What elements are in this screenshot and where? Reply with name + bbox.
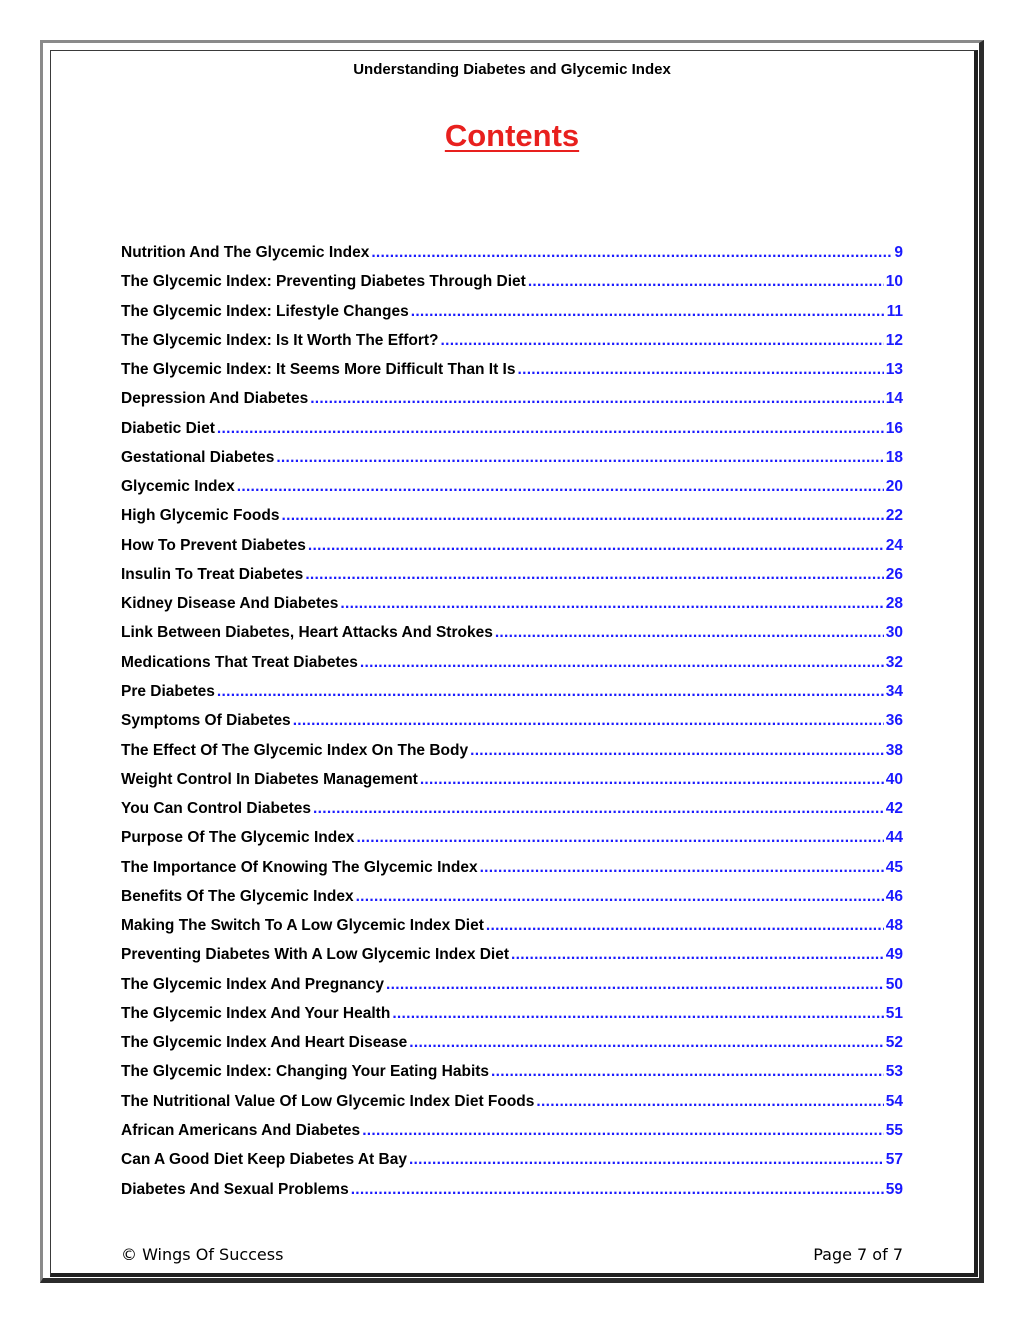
toc-entry[interactable]	[121, 712, 903, 741]
toc-dot-leader	[386, 976, 884, 994]
toc-entry[interactable]	[121, 478, 903, 507]
toc-entry-page-number[interactable]: 51	[885, 1004, 903, 1022]
toc-entry-page-number[interactable]: 14	[885, 390, 903, 408]
toc-entry-page-number[interactable]: 24	[885, 536, 903, 554]
toc-dot-leader	[340, 595, 883, 613]
toc-dot-leader	[356, 888, 884, 906]
toc-dot-leader	[308, 537, 884, 555]
toc-dot-leader	[536, 1093, 883, 1111]
toc-dot-leader	[293, 712, 884, 730]
toc-entry[interactable]	[121, 917, 903, 946]
toc-entry-title[interactable]: The Glycemic Index: Preventing Diabetes Through Diet	[121, 273, 526, 291]
toc-entry[interactable]	[121, 1181, 903, 1210]
toc-entry-page-number[interactable]: 40	[885, 770, 903, 788]
toc-entry-title[interactable]: The Effect Of The Glycemic Index On The Body	[121, 741, 469, 759]
toc-entry[interactable]	[121, 946, 903, 975]
toc-dot-leader	[411, 303, 885, 321]
toc-entry-page-number[interactable]: 44	[885, 829, 903, 847]
toc-entry[interactable]	[121, 800, 903, 829]
toc-entry-title[interactable]: The Nutritional Value Of Low Glycemic Index Diet Foods	[121, 1092, 535, 1110]
toc-entry-page-number[interactable]: 20	[885, 478, 903, 496]
toc-entry-title[interactable]: You Can Control Diabetes	[121, 800, 312, 818]
toc-entry[interactable]	[121, 361, 903, 390]
toc-entry[interactable]	[121, 742, 903, 771]
toc-entry-page-number[interactable]: 32	[885, 653, 903, 671]
toc-entry-title[interactable]: Can A Good Diet Keep Diabetes At Bay	[121, 1151, 407, 1169]
toc-entry-page-number[interactable]: 16	[885, 419, 903, 437]
footer-page-indicator: Page 7 of 7	[813, 1245, 903, 1264]
toc-dot-leader	[409, 1034, 883, 1052]
toc-entry-page-number[interactable]: 34	[885, 682, 903, 700]
toc-entry-page-number[interactable]: 53	[885, 1063, 903, 1081]
toc-entry[interactable]	[121, 683, 903, 712]
toc-dot-leader	[420, 771, 884, 789]
toc-dot-leader	[237, 478, 884, 496]
toc-entry-page-number[interactable]: 45	[885, 858, 903, 876]
toc-entry-title[interactable]: Kidney Disease And Diabetes	[121, 595, 339, 613]
toc-dot-leader	[217, 683, 884, 701]
toc-entry-title[interactable]: Purpose Of The Glycemic Index	[121, 829, 355, 847]
toc-dot-leader	[491, 1063, 884, 1081]
toc-dot-leader	[362, 1122, 884, 1140]
toc-entry-title[interactable]: Glycemic Index	[121, 478, 235, 496]
toc-entry-title[interactable]: Weight Control In Diabetes Management	[121, 770, 418, 788]
toc-entry[interactable]	[121, 595, 903, 624]
toc-entry-title[interactable]: Medications That Treat Diabetes	[121, 653, 358, 671]
toc-entry-page-number[interactable]: 22	[885, 507, 903, 525]
toc-entry-page-number[interactable]: 10	[885, 273, 903, 291]
toc-dot-leader	[528, 273, 884, 291]
table-of-contents	[121, 244, 903, 1210]
toc-entry-title[interactable]: The Glycemic Index: Is It Worth The Effort?	[121, 331, 439, 349]
toc-dot-leader	[470, 742, 884, 760]
toc-entry-page-number[interactable]: 12	[885, 331, 903, 349]
toc-dot-leader	[217, 420, 884, 438]
toc-entry[interactable]	[121, 771, 903, 800]
toc-entry-page-number[interactable]: 57	[885, 1151, 903, 1169]
toc-entry[interactable]	[121, 1151, 903, 1180]
toc-entry-title[interactable]: The Glycemic Index And Heart Disease	[121, 1034, 408, 1052]
toc-entry-title[interactable]: Preventing Diabetes With A Low Glycemic Index Diet	[121, 946, 510, 964]
toc-entry[interactable]	[121, 1122, 903, 1151]
toc-entry-page-number[interactable]: 46	[885, 887, 903, 905]
toc-entry-page-number[interactable]: 55	[885, 1121, 903, 1139]
toc-entry-title[interactable]: High Glycemic Foods	[121, 507, 280, 525]
toc-entry-title[interactable]: Nutrition And The Glycemic Index	[121, 244, 370, 261]
toc-entry[interactable]	[121, 449, 903, 478]
toc-entry[interactable]	[121, 888, 903, 917]
toc-dot-leader	[480, 859, 884, 877]
toc-entry[interactable]	[121, 303, 903, 332]
toc-dot-leader	[511, 946, 884, 964]
toc-dot-leader	[281, 507, 883, 525]
toc-entry-page-number[interactable]: 42	[885, 800, 903, 818]
toc-entry-title[interactable]: The Glycemic Index: Changing Your Eating Habits	[121, 1063, 490, 1081]
toc-entry-page-number[interactable]: 30	[885, 624, 903, 642]
toc-entry-page-number[interactable]: 13	[885, 361, 903, 379]
toc-dot-leader	[495, 624, 884, 642]
toc-entry-title[interactable]: Link Between Diabetes, Heart Attacks And Strokes	[121, 624, 493, 642]
toc-entry-title[interactable]: Gestational Diabetes	[121, 448, 275, 466]
toc-dot-leader	[313, 800, 884, 818]
toc-entry-title[interactable]: Diabetes And Sexual Problems	[121, 1180, 349, 1198]
toc-entry-title[interactable]: Insulin To Treat Diabetes	[121, 565, 304, 583]
toc-entry[interactable]	[121, 654, 903, 683]
toc-entry-page-number[interactable]: 52	[885, 1034, 903, 1052]
toc-entry-page-number[interactable]: 26	[885, 565, 903, 583]
toc-dot-leader	[310, 390, 884, 408]
toc-entry-title[interactable]: The Importance Of Knowing The Glycemic Index	[121, 858, 478, 876]
toc-entry-page-number[interactable]: 18	[885, 448, 903, 466]
toc-entry-title[interactable]: The Glycemic Index: It Seems More Difficult Than It Is	[121, 361, 516, 379]
toc-entry-page-number[interactable]: 28	[885, 595, 903, 613]
toc-entry[interactable]	[121, 537, 903, 566]
toc-dot-leader	[486, 917, 884, 935]
toc-entry-title[interactable]: Making The Switch To A Low Glycemic Index Diet	[121, 917, 484, 935]
toc-dot-leader	[517, 361, 883, 379]
toc-entry[interactable]	[121, 420, 903, 449]
toc-entry-title[interactable]: The Glycemic Index And Your Health	[121, 1004, 391, 1022]
footer-copyright: © Wings Of Success	[121, 1245, 284, 1264]
toc-entry-page-number[interactable]: 59	[885, 1180, 903, 1198]
toc-entry-page-number[interactable]: 49	[885, 946, 903, 964]
toc-dot-leader	[409, 1151, 884, 1169]
toc-entry-page-number[interactable]: 48	[885, 917, 903, 935]
page-title: Contents	[444, 118, 580, 153]
toc-dot-leader	[351, 1181, 884, 1199]
toc-entry-title[interactable]: How To Prevent Diabetes	[121, 536, 306, 554]
toc-entry[interactable]	[121, 1063, 903, 1092]
toc-entry[interactable]	[121, 829, 903, 858]
toc-dot-leader	[276, 449, 883, 467]
toc-dot-leader	[305, 566, 883, 584]
toc-entry[interactable]	[121, 244, 903, 273]
toc-entry[interactable]	[121, 507, 903, 536]
toc-dot-leader	[441, 332, 884, 350]
toc-entry-page-number[interactable]: 11	[886, 302, 903, 320]
toc-entry[interactable]	[121, 1005, 903, 1034]
toc-entry[interactable]	[121, 1093, 903, 1122]
toc-entry[interactable]	[121, 624, 903, 653]
toc-entry[interactable]	[121, 390, 903, 419]
toc-entry-page-number[interactable]: 9	[894, 244, 903, 261]
toc-entry-title[interactable]: African Americans And Diabetes	[121, 1121, 361, 1139]
toc-entry-page-number[interactable]: 38	[885, 741, 903, 759]
toc-entry-page-number[interactable]: 36	[885, 712, 903, 730]
toc-entry-page-number[interactable]: 54	[885, 1092, 903, 1110]
toc-dot-leader	[360, 654, 884, 672]
toc-entry-title[interactable]: Depression And Diabetes	[121, 390, 309, 408]
toc-entry-title[interactable]: Benefits Of The Glycemic Index	[121, 887, 354, 905]
toc-entry[interactable]	[121, 859, 903, 888]
toc-entry-title[interactable]: Symptoms Of Diabetes	[121, 712, 291, 730]
toc-entry-title[interactable]: Diabetic Diet	[121, 419, 215, 437]
toc-dot-leader	[356, 829, 883, 847]
toc-entry-title[interactable]: The Glycemic Index And Pregnancy	[121, 975, 385, 993]
toc-entry[interactable]	[121, 332, 903, 361]
toc-entry[interactable]	[121, 1034, 903, 1063]
toc-dot-leader	[392, 1005, 883, 1023]
running-header: Understanding Diabetes and Glycemic Index	[353, 61, 671, 78]
toc-entry-page-number[interactable]: 50	[885, 975, 903, 993]
toc-dot-leader	[371, 244, 892, 262]
toc-entry[interactable]	[121, 273, 903, 302]
toc-entry[interactable]	[121, 976, 903, 1005]
toc-entry[interactable]	[121, 566, 903, 595]
toc-entry-title[interactable]: The Glycemic Index: Lifestyle Changes	[121, 302, 409, 320]
toc-entry-title[interactable]: Pre Diabetes	[121, 682, 215, 700]
